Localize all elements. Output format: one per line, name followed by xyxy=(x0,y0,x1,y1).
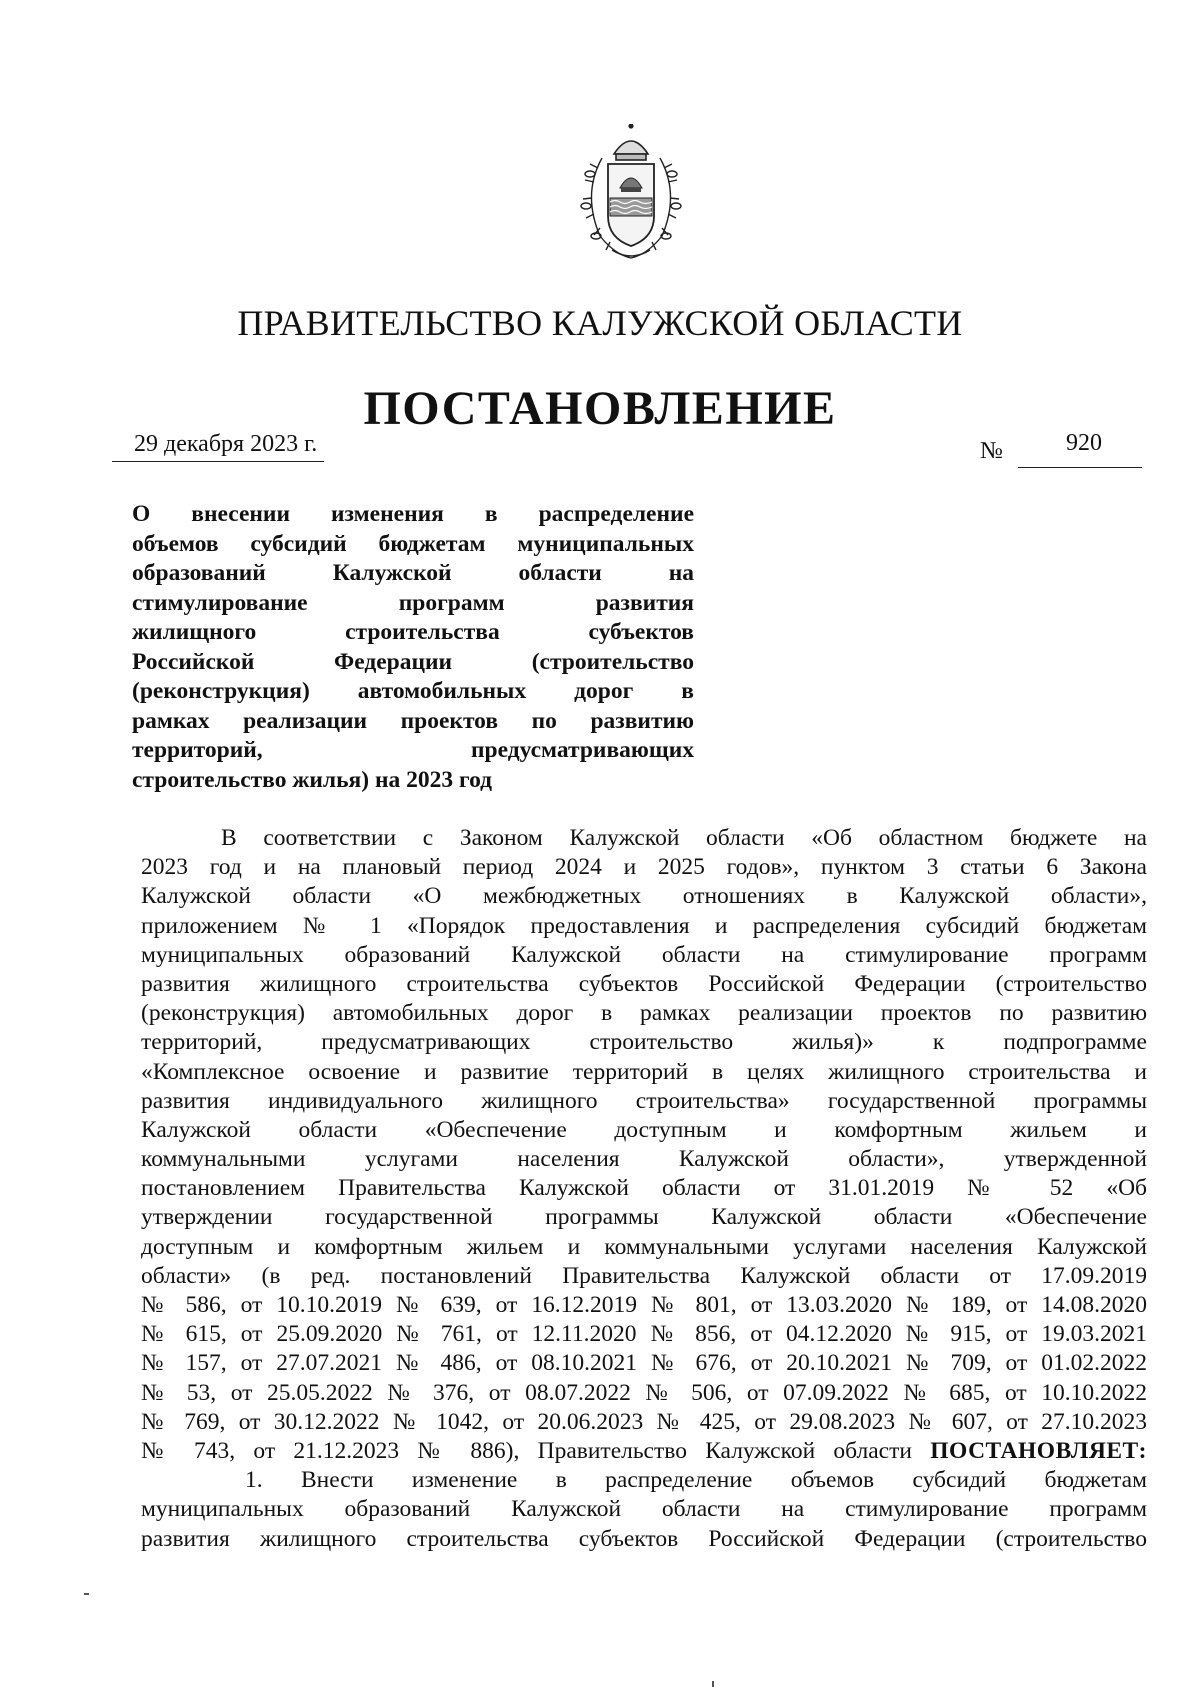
document-subject xyxy=(132,500,694,795)
scan-mark xyxy=(712,1681,714,1687)
subject-line: объемов субсидий бюджетам муниципальных xyxy=(132,530,694,557)
document-date: 29 декабря 2023 г. xyxy=(112,431,324,462)
subject-line: территорий, предусматривающих xyxy=(132,737,694,763)
body-line: развития жилищного строительства субъектов Российской Федерации (строительство xyxy=(141,970,1147,997)
body-line: муниципальных образований Калужской области на стимулирование программ xyxy=(141,941,1147,968)
body-line: В соответствии с Законом Калужской области «Об областном бюджете на xyxy=(221,825,1147,851)
resolves-keyword: ПОСТАНОВЛЯЕТ: xyxy=(930,1437,1148,1464)
document-body xyxy=(141,824,1147,1554)
body-line: № 769, от 30.12.2022 № 1042, от 20.06.2023 № 425, от 29.08.2023 № 607, от 27.10.2023 xyxy=(141,1408,1147,1435)
body-line-closing xyxy=(141,1437,1147,1466)
body-line: № 157, от 27.07.2021 № 486, от 08.10.2021 № 676, от 20.10.2021 № 709, от 01.02.2022 xyxy=(141,1350,1147,1377)
body-line: «Комплексное освоение и развитие территорий в целях жилищного строительства и xyxy=(141,1058,1147,1085)
subject-line: Российской Федерации (строительство xyxy=(132,648,694,675)
subject-line: (реконструкция) автомобильных дорог в xyxy=(132,678,694,704)
document-type: ПОСТАНОВЛЕНИЕ xyxy=(363,382,837,435)
body-line: Калужской области «Обеспечение доступным и комфортным жильем и xyxy=(141,1116,1147,1143)
point-line: развития жилищного строительства субъектов Российской Федерации (строительство xyxy=(141,1525,1147,1552)
body-line: коммунальными услугами населения Калужской области», утвержденной xyxy=(141,1146,1147,1173)
body-line: № 586, от 10.10.2019 № 639, от 16.12.2019 № 801, от 13.03.2020 № 189, от 14.08.2020 xyxy=(141,1292,1147,1318)
body-line: (реконструкция) автомобильных дорог в рамках реализации проектов по развитию xyxy=(141,1000,1147,1027)
document-number: 920 xyxy=(1066,430,1102,456)
number-underline xyxy=(1018,467,1142,468)
coat-of-arms-icon xyxy=(572,124,690,264)
subject-line: жилищного строительства субъектов xyxy=(132,619,694,645)
number-sign: № xyxy=(980,438,1003,464)
body-line: № 615, от 25.09.2020 № 761, от 12.11.2020 № 856, от 04.12.2020 № 915, от 19.03.2021 xyxy=(141,1321,1147,1348)
body-line: утверждении государственной программы Калужской области «Обеспечение xyxy=(141,1204,1147,1231)
subject-line: образований Калужской области на xyxy=(132,560,694,586)
body-line: развития индивидуального жилищного строительства» государственной программы xyxy=(141,1087,1147,1114)
body-line: № 53, от 25.05.2022 № 376, от 08.07.2022 № 506, от 07.09.2022 № 685, от 10.10.2022 xyxy=(141,1379,1147,1406)
subject-line: О внесении изменения в распределение xyxy=(132,501,694,527)
point-line: 1. Внести изменение в распределение объемов субсидий бюджетам xyxy=(245,1467,1147,1494)
body-line: Калужской области «О межбюджетных отношениях в Калужской области», xyxy=(141,883,1147,910)
scan-mark xyxy=(84,1593,89,1595)
subject-line: рамках реализации проектов по развитию xyxy=(132,707,694,734)
government-title: ПРАВИТЕЛЬСТВО КАЛУЖСКОЙ ОБЛАСТИ xyxy=(237,303,963,343)
body-line: постановлением Правительства Калужской области от 31.01.2019 № 52 «Об xyxy=(141,1175,1147,1202)
body-line: области» (в ред. постановлений Правительства Калужской области от 17.09.2019 xyxy=(141,1262,1147,1289)
body-line: доступным и комфортным жильем и коммунальными услугами населения Калужской xyxy=(141,1233,1147,1260)
body-line: 2023 год и на плановый период 2024 и 2025 годов», пунктом 3 статьи 6 Закона xyxy=(141,854,1147,881)
subject-line: стимулирование программ развития xyxy=(132,589,694,616)
point-line: муниципальных образований Калужской области на стимулирование программ xyxy=(141,1496,1147,1523)
body-line: территорий, предусматривающих строительство жилья)» к подпрограмме xyxy=(141,1029,1147,1056)
document-number-block xyxy=(980,430,1142,468)
subject-line: строительство жилья) на 2023 год xyxy=(132,766,493,793)
body-line: приложением № 1 «Порядок предоставления и распределения субсидий бюджетам xyxy=(141,912,1147,939)
closing-text: № 743, от 21.12.2023 № 886), Правительство Калужской области xyxy=(141,1437,912,1464)
